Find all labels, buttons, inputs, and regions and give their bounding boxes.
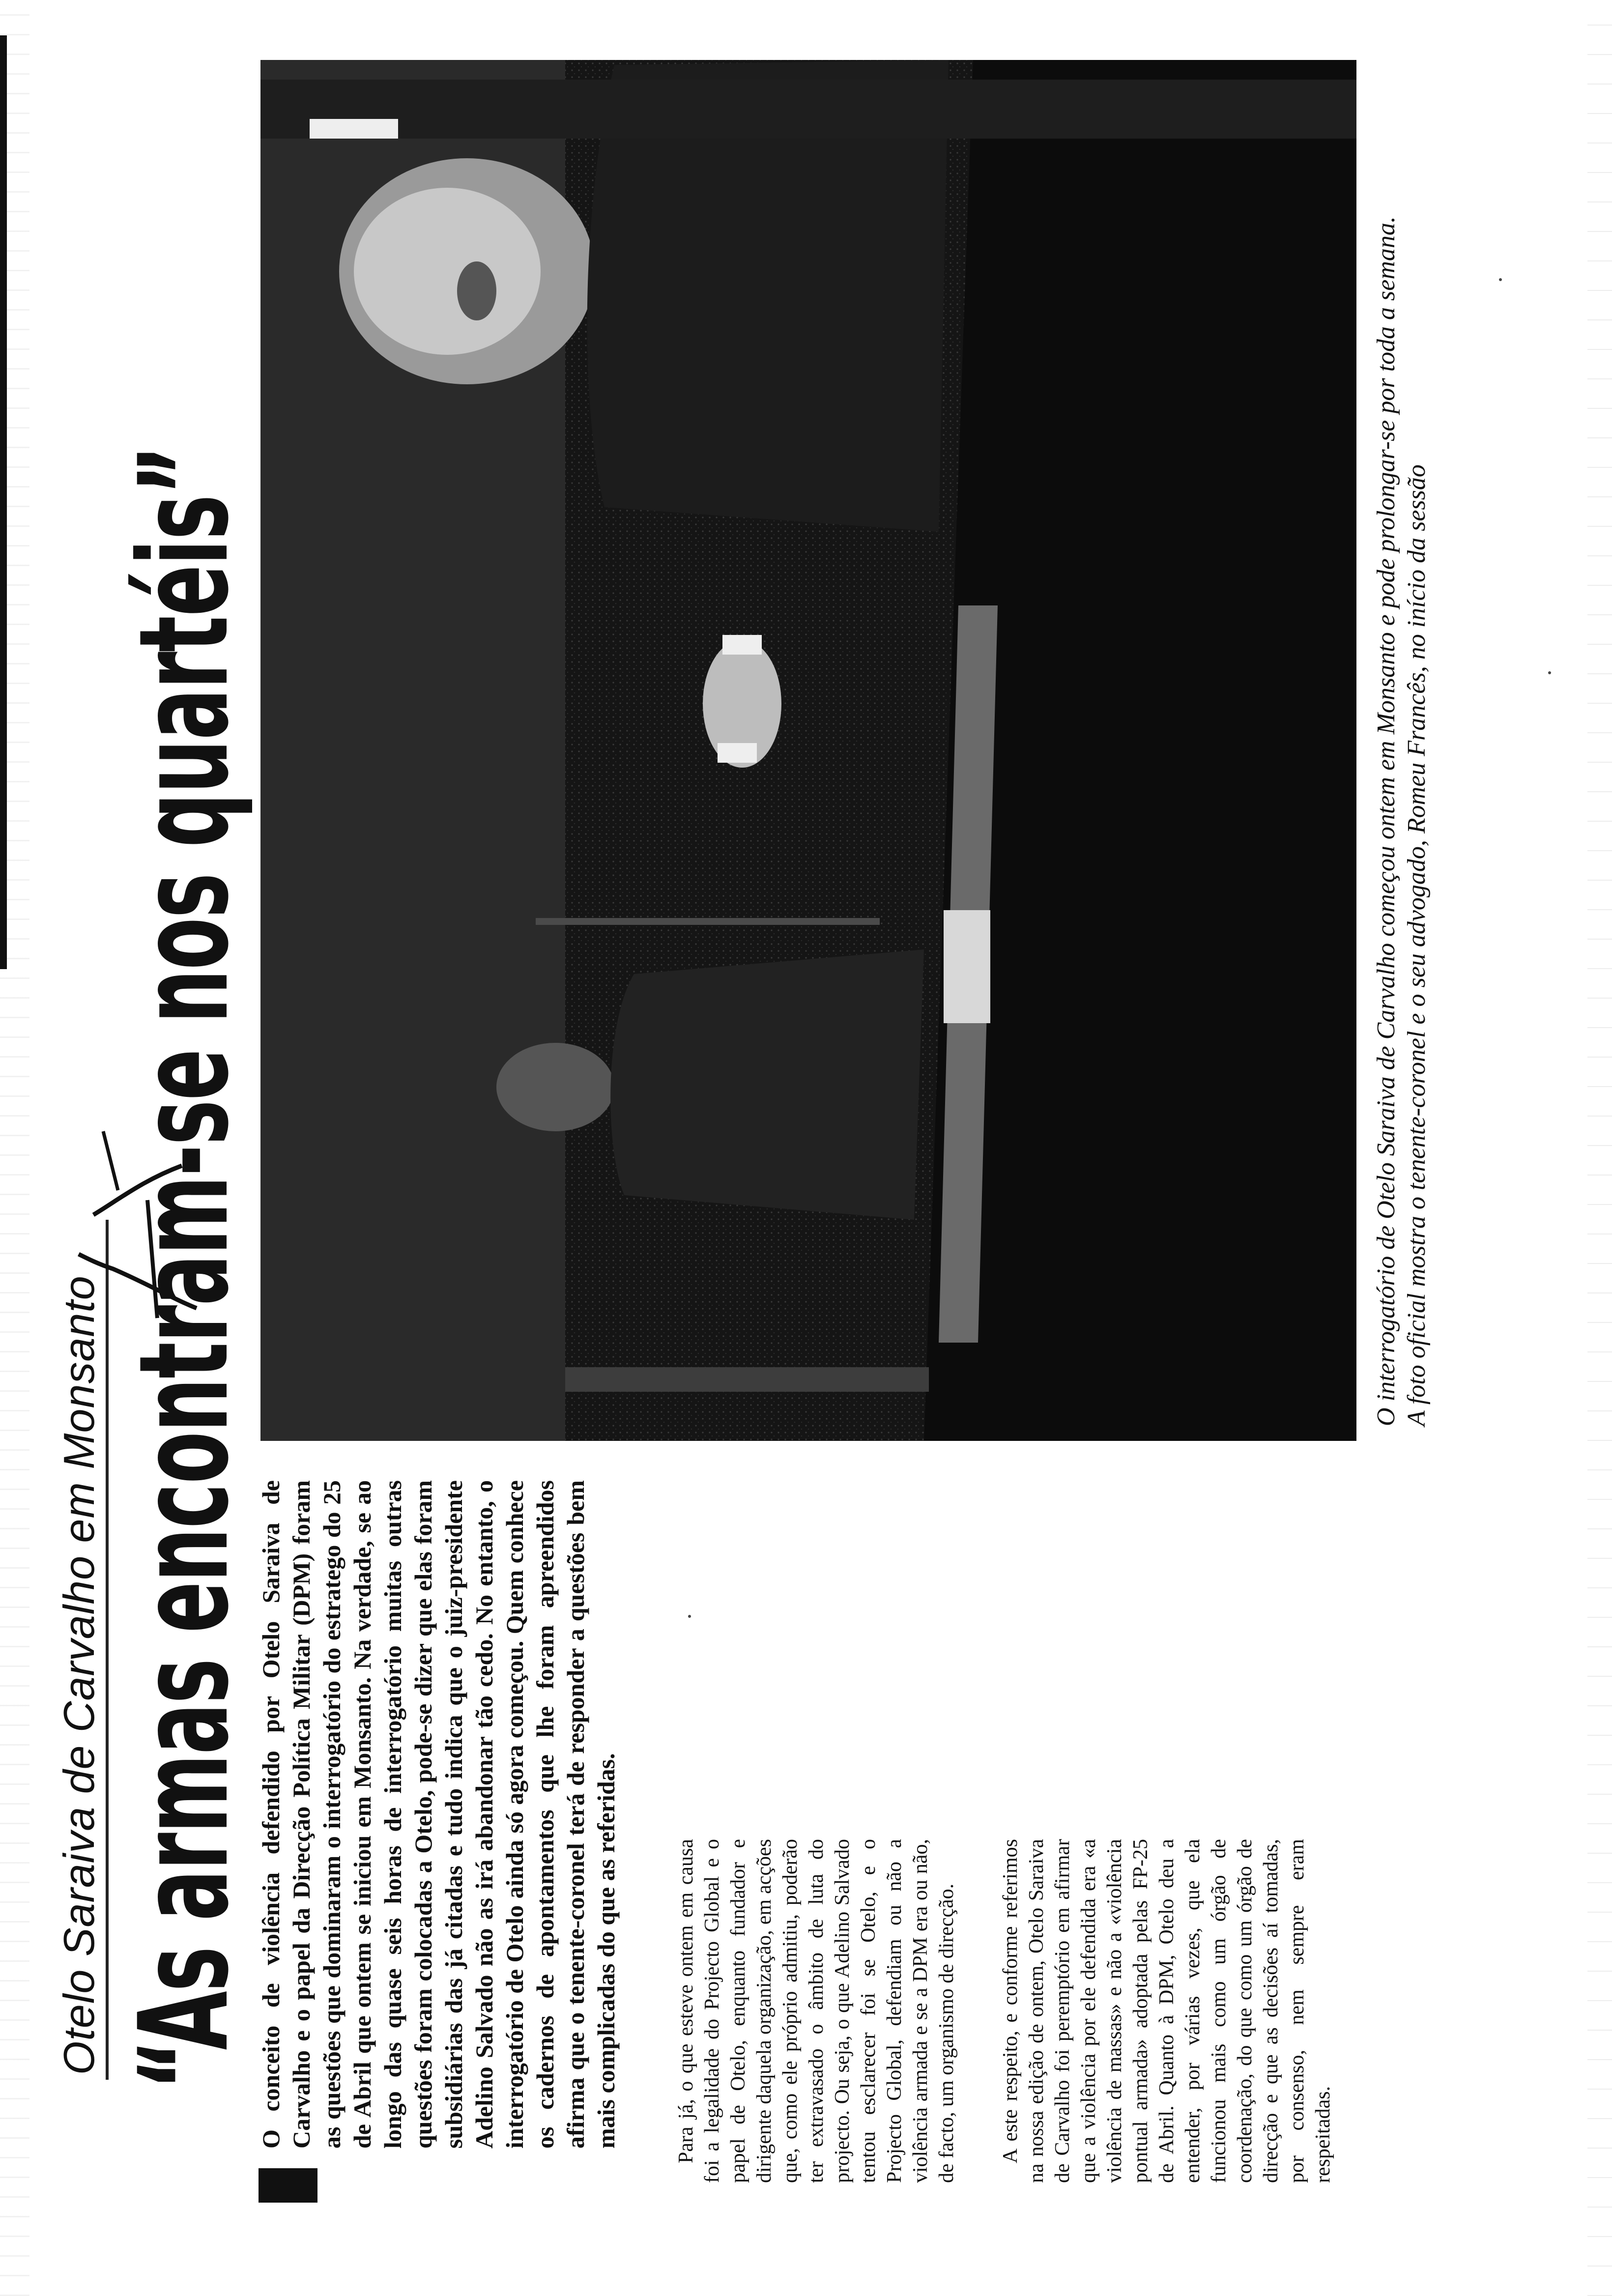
body-column	[998, 1839, 1336, 2183]
photo-caption	[1371, 1, 1432, 1426]
body-column	[673, 1839, 960, 2183]
lead-marker	[259, 2168, 317, 2203]
courtroom-photo	[260, 60, 1356, 1441]
kicker-line: Otelo Saraiva de Carvalho em Monsanto	[55, 1275, 103, 2075]
kicker-underline	[106, 1220, 109, 2080]
body-paragraph: A este respeito, e conforme referimos na nossa edição de ontem, Otelo Saraiva de Carvalho foi peremptório em afirmar que a violência por ele defendida era «a violência de massas» e não a «violência pontual armada» adoptada pelas FP-25 de Abril. Quanto à DPM, Otelo deu a entender, por várias vezes, que ela funcionou mais como um órgão de coordenação, do que como um órgão de direcção e que as decisões aí tomadas, por consenso, nem sempre eram respeitadas.	[999, 1839, 1334, 2183]
scan-speck	[688, 1615, 691, 1618]
scan-speck	[1499, 278, 1502, 281]
headline: “As armas encontram-se nos quartéis”	[113, 445, 256, 2090]
caption-line: A foto oficial mostra o tenente-coronel e o seu advogado, Romeu Francês, no início da sessão	[1403, 464, 1431, 1426]
handwritten-mark	[74, 1121, 202, 1328]
body-paragraph: Para já, o que esteve ontem em causa foi a legalidade do Projecto Global e o papel de Otelo, enquanto fundador e dirigente daquela organização, em acções que, como ele próprio admitiu, poderão ter extravasado o âmbito de luta do projecto. Ou seja, o que Adelino Salvado tentou esclarecer foi se Otelo, e o Projecto Global, defendiam ou não a violência armada e se a DPM era ou não, de facto, um organismo de direcção.	[675, 1839, 958, 2183]
caption-line: O interrogatório de Otelo Saraiva de Carvalho começou ontem em Monsanto e pode prolongar-se por toda a semana.	[1372, 216, 1400, 1426]
scan-speck	[1548, 671, 1551, 674]
lead-paragraph: O conceito de violência defendido por Otelo Saraiva de Carvalho e o papel da Direcção Política Militar (DPM) foram as questões que dominaram o interrogatório do estratego do 25 de Abril que ontem se iniciou em Monsanto. Na verdade, se ao longo das quase seis horas de interrogatório muitas outras questões foram colocadas a Otelo, pode-se dizer que elas foram subsidiárias das já citadas e tudo indica que o juiz-presidente Adelino Salvado não as irá abandonar tão cedo. No entanto, o interrogatório de Otelo ainda só agora começou. Quem conhece os cadernos de apontamentos que lhe foram apreendidos afirma que o tenente-coronel terá de responder a questões bem mais complicadas do que as referidas.	[257, 1480, 620, 2149]
top-rule	[0, 35, 7, 969]
scan-edge-noise	[1587, 0, 1612, 2296]
